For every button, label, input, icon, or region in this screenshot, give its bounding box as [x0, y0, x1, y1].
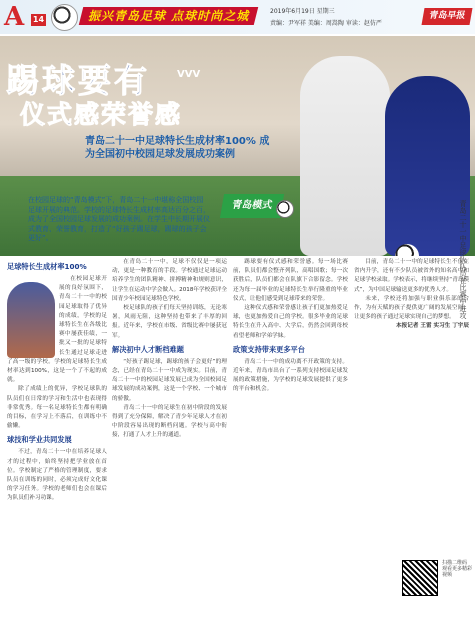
issue-date: 2019年6月19日 星期三 — [270, 8, 335, 15]
page-header — [0, 0, 475, 34]
byline: 本报记者 王雷 实习生 丁宇辰 — [396, 323, 469, 330]
section-heading: 足球特长生成材率100% — [7, 262, 87, 271]
section-letter: A — [4, 2, 25, 32]
headline-line1: 踢球要有 — [6, 61, 150, 100]
qr-code[interactable] — [402, 560, 438, 596]
section-heading: 球技和学业共同发展 — [7, 435, 72, 445]
paragraph: 未来，学校还将加强与职业俱乐部的合作，为有天赋的孩子提供更广阔的发展空间，让更多的孩子通过足球实现自己的梦想。 — [354, 295, 469, 321]
article-column-4 — [354, 258, 469, 558]
section-heading: 政策支持带来更多平台 — [233, 344, 305, 354]
player-white — [300, 56, 390, 256]
article-column-2 — [112, 258, 227, 618]
qr-note: 扫描二维码 观看更多精彩视频 — [442, 560, 473, 578]
paragraph: “好孩子踢足球，踢球的孩子会更好”的理念，已经在青岛二十一中成为现实。目前，青岛二十一中的校园足球发展已成为全国校园足球发展的成功案例，这是一个学校、一个城市的骄傲。 — [112, 358, 227, 402]
newspaper-logo: 青岛早报 — [422, 8, 473, 25]
editor-credits: 责编：尹军祥 美编：周嵩陶 审读：赵仿严 — [270, 20, 382, 27]
section-heading: 解决初中人才断档难题 — [112, 344, 184, 354]
headline-line2: 仪式感荣誉感 — [20, 100, 183, 129]
paragraph: 目前，青岛二十一中的足球特长生不仅在省内升学，还有不少队员被省外的知名高中和足球学校录取。学校表示，将继续坚持“青岛模式”，为中国足球输送更多的优秀人才。 — [354, 259, 469, 293]
paragraph: 不过，青岛二十一中在培养足球人才的过程中，始终坚持把学业放在首位。学校制定了严格的管理制度，要求队员在训练的同时，必须完成好文化课的学习任务。学校的老师们也会在课后为队员们补习功课。 — [7, 449, 107, 502]
paragraph: 除了成绩上的优异，学校足球队的队员们在日常的学习和生活中也表现得非常优秀。每一名足球特长生都有明确的目标，在学习上不落后，在训练中不偷懒。 — [7, 386, 107, 430]
paragraph: 踢球要有仪式感和荣誉感。每一场比赛前，队员们都会整齐列队，高唱国歌；每一次获胜后，队员们都会在队旗下合影留念。学校还为每一届毕业的足球特长生举行隆重的毕业仪式，让他们感受到足球带来的荣誉。 — [233, 259, 348, 302]
soccer-ball-icon — [51, 4, 78, 31]
paragraph: 青岛二十一中的足球生在初中阶段的发展得到了充分保障，解决了青少年足球人才在初中阶段容易出现的断档问题。学校与高中衔接，打通了人才上升的通道。 — [112, 404, 227, 439]
paragraph: 校足球队的孩子们每天坚持训练，无论寒暑，风雨无阻，这种坚持也带来了丰厚的回报。近年来，学校在市级、省级比赛中屡获冠军。 — [112, 305, 227, 339]
paragraph: 在青岛二十一中，足球不仅仅是一项运动，更是一种教育的手段。学校通过足球运动培养学生的团队精神、拼搏精神和规则意识，让学生在运动中学会做人。2018年学校获评全国青少年校园足球特色学校。 — [112, 259, 227, 302]
photo-caption: 青岛二十一中足球队队员在比赛中进攻 — [459, 200, 467, 319]
student-photo — [7, 282, 55, 358]
chevron-decoration-icon: VVV — [177, 69, 201, 80]
banner-title: 振兴青岛足球 点球时尚之城 — [88, 9, 250, 23]
headline-subtitle: 青岛二十一中足球特长生成材率100% 成为全国初中校园足球发展成功案例 — [85, 136, 270, 160]
article-column-3 — [233, 258, 348, 618]
page-number: 14 — [32, 15, 45, 24]
paragraph: 这种仪式感和荣誉感让孩子们更加热爱足球，也更加热爱自己的学校。很多毕业的足球特长生在升入高中、大学后，仍然会回到母校看望老师和学弟学妹。 — [233, 305, 348, 339]
qingdao-model-seal: 青岛模式 — [220, 194, 284, 218]
paragraph: 青岛二十一中的成功离不开政策的支持。近年来，青岛市出台了一系列支持校园足球发展的政策措施，为学校的足球发展提供了更多的平台和机会。 — [233, 358, 348, 393]
intro-paragraph: 在校园足球的“青岛模式”下，青岛二十一中堪称全国校园足球开展的典范。学校的足球特长生成材率高达百分之百，成为了全国校园足球发展的成功案例。在学生中长期开展仪式教育、荣誉教育，打造了“好孩子踢足球，踢球的孩子会更好”。 — [28, 196, 210, 242]
seal-ball-icon — [276, 200, 294, 218]
paragraph: 在校园足球开展的良好氛围下，青岛二十一中的校园足球取得了优异的成绩，学校的足球特长生在各级比赛中屡获佳绩，一批又一批的足球特长生通过足球走进了高一级的学校。学校的足球特长生成材率达到100%，这是一个了不起的成就。 — [7, 276, 107, 384]
